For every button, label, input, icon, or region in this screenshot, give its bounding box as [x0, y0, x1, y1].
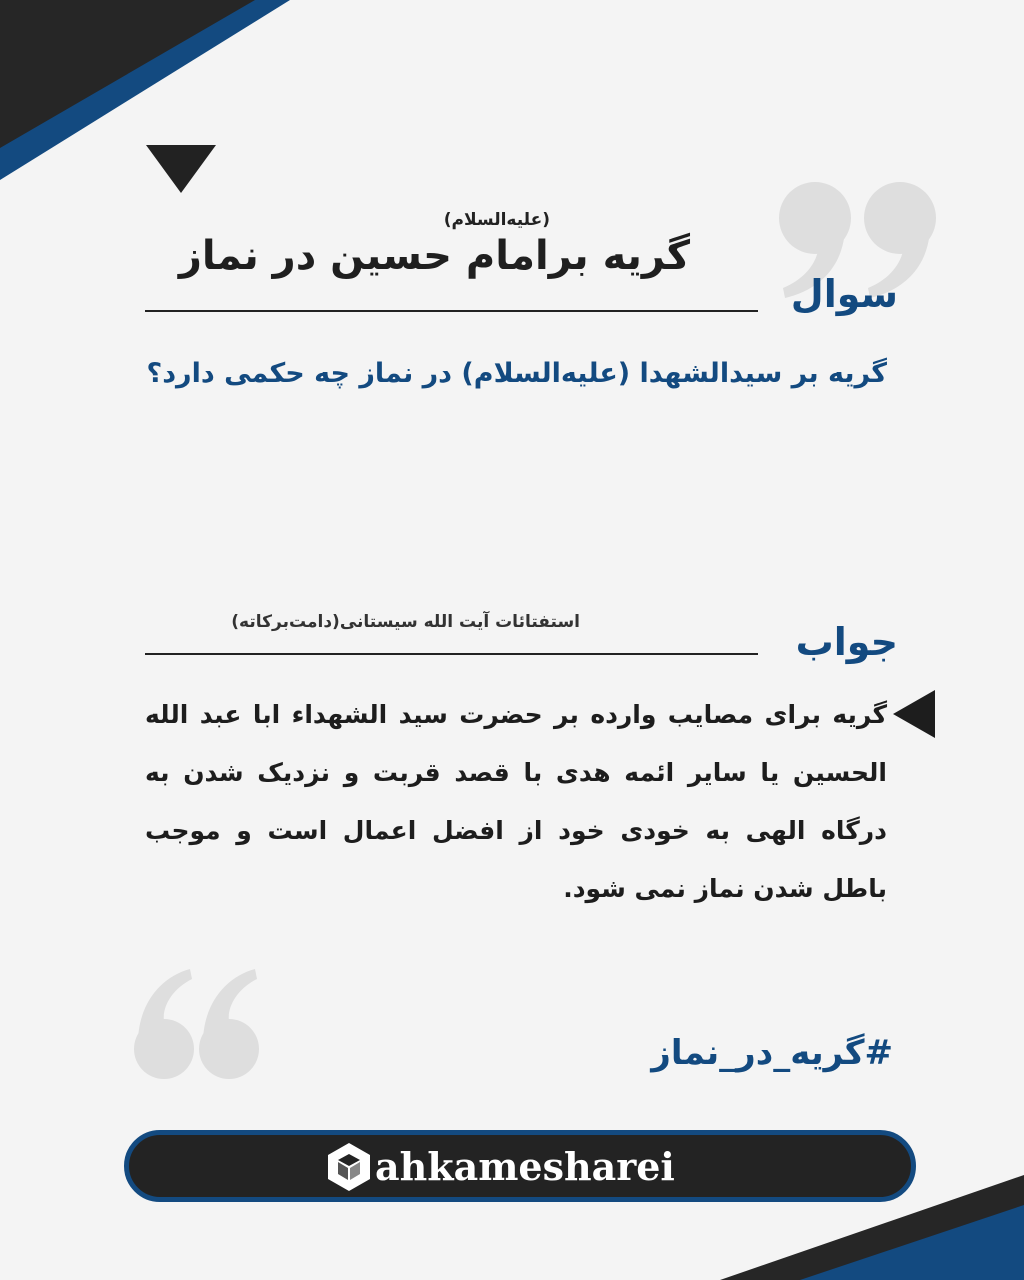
brand-name[interactable]: ahkamesharei [375, 1144, 675, 1189]
hashtag[interactable]: #گریه_در_نماز [651, 1033, 893, 1073]
answer-divider [145, 653, 758, 655]
question-text: گریه بر سیدالشهدا (علیه‌السلام) در نماز چه حکمی دارد؟ [146, 358, 887, 389]
page-title [150, 205, 700, 300]
question-label: سوال [790, 272, 898, 316]
title-superscript: (علیه‌السلام) [443, 210, 550, 230]
answer-label: جواب [795, 620, 898, 664]
opening-quote-icon [132, 965, 262, 1085]
answer-source: استفتائات آیت الله سیستانی(دامت‌برکاته) [231, 612, 580, 632]
answer-text: گریه برای مصایب وارده بر حضرت سید الشهداء ابا عبد الله الحسین یا سایر ائمه هدی با قصد قربت و نزدیک شدن به درگاه الهی به خودی خود از افضل اعمال است و موجب باطل شدن نماز نمی شود. [145, 700, 887, 903]
cube-logo-icon [326, 1141, 372, 1191]
bullet-triangle-icon [893, 690, 935, 738]
title-main: گریه برامام حسین در نماز [178, 233, 690, 279]
triangle-down-icon [146, 145, 216, 193]
top-left-dark-corner [0, 0, 255, 148]
question-divider [145, 310, 758, 312]
